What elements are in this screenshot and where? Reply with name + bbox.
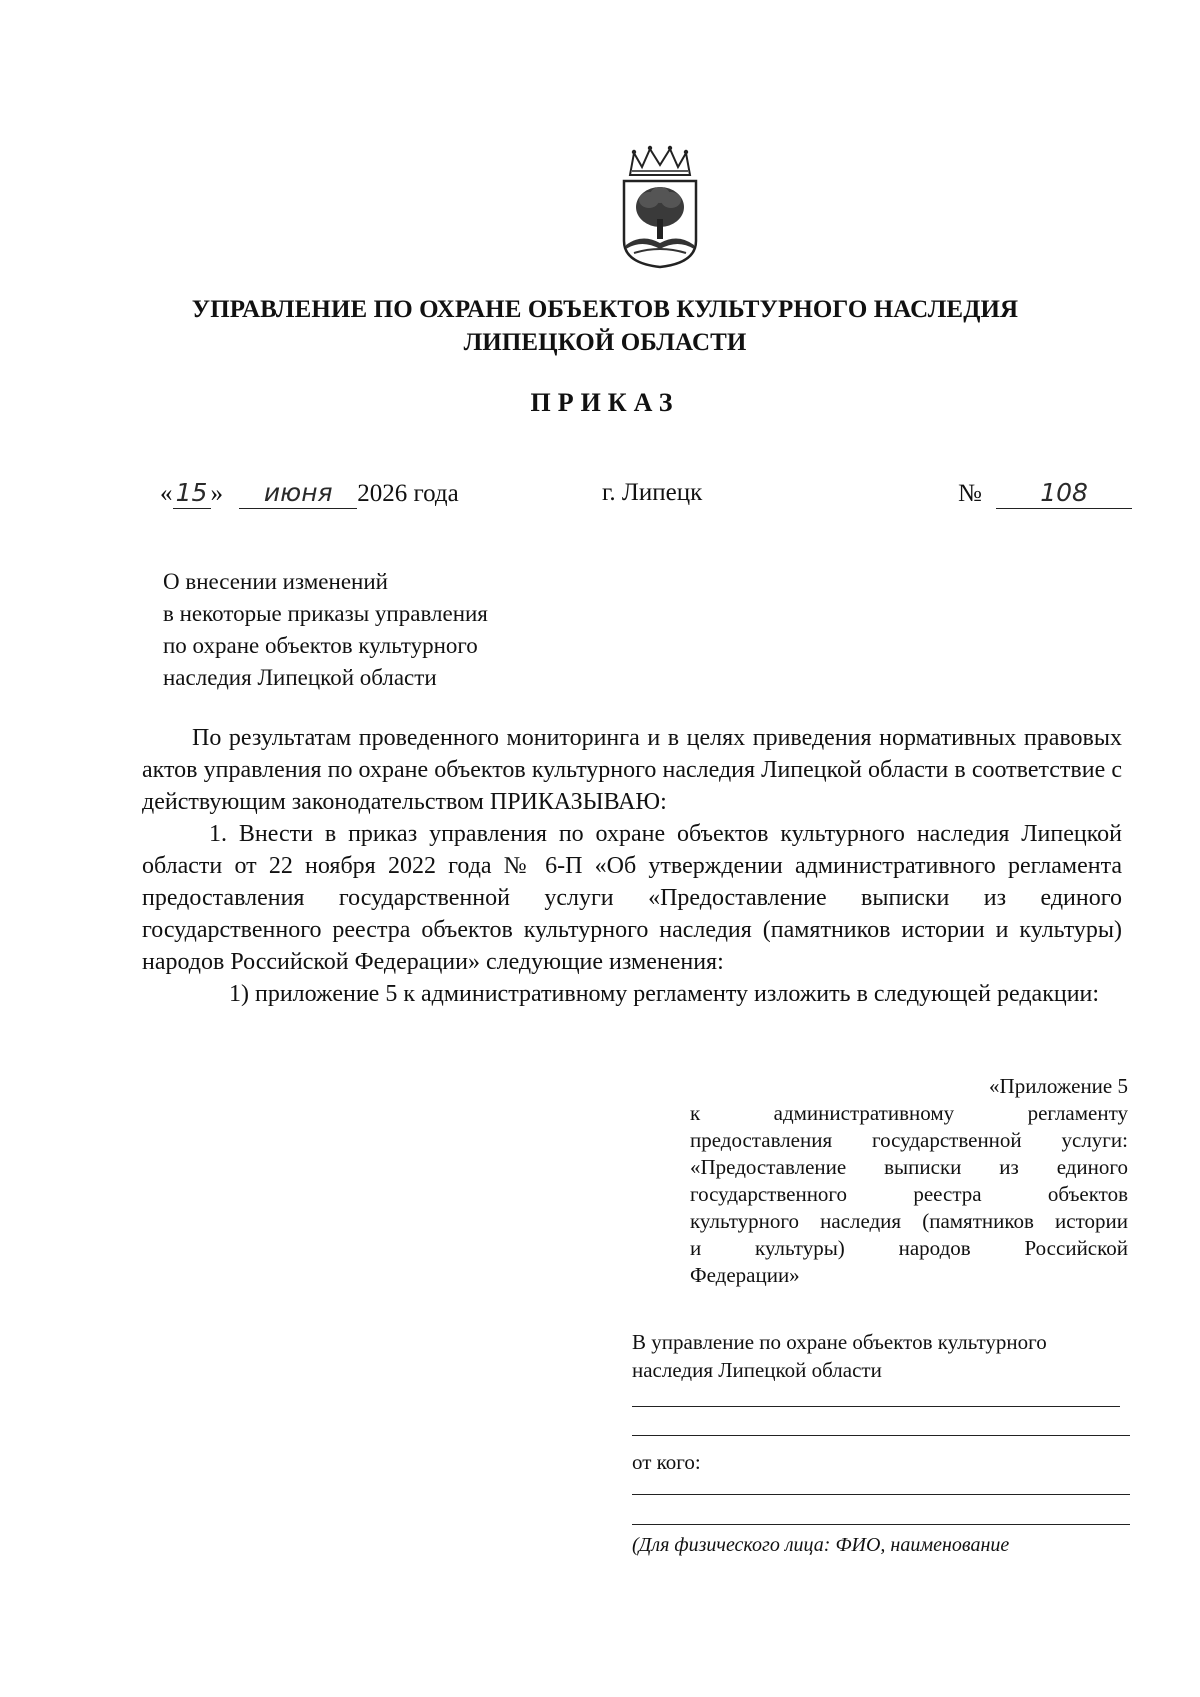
addressee-line: наследия Липецкой области (632, 1358, 882, 1382)
applicant-hint: (Для физического лица: ФИО, наименование (632, 1534, 1010, 1556)
application-form (632, 1328, 1130, 1474)
coat-of-arms-emblem (620, 145, 700, 270)
order-number: 108 (996, 478, 1132, 509)
addressee-line: В управление по охране объектов культурного (632, 1330, 1047, 1354)
annex-line: государственного реестра объектов (690, 1182, 1128, 1206)
annex-line: к административному регламенту (690, 1101, 1128, 1125)
city-name: г. Липецк (602, 479, 703, 506)
date-year: 2026 года (357, 480, 459, 507)
date-month: июня (239, 478, 357, 509)
annex-title: «Приложение 5 (989, 1074, 1128, 1098)
date-field (160, 478, 459, 509)
annex-line: «Предоставление выписки из единого (690, 1155, 1128, 1179)
preamble-paragraph: По результатам проведенного мониторинга и в целях приведения нормативных правовых актов управления по охране объектов культурного наследия Липецкой области в соответствие с действующим законодательством ПРИКАЗЫВАЮ: (142, 725, 1122, 815)
from-label: от кого: (632, 1450, 701, 1474)
number-sign: № (958, 480, 982, 507)
item-1-paragraph: 1. Внести в приказ управления по охране объектов культурного наследия Липецкой области от 22 ноября 2022 года № 6-П «Об утверждении административного регламента предоставления государственной услуги «Предоставление выписки из единого государственного реестра объектов культурного наследия (памятников истории и культуры) народов Российской Федерации» следующие изменения: (142, 821, 1122, 975)
annex-line: предоставления государственной услуги: (690, 1128, 1128, 1152)
subitem-1-paragraph: 1) приложение 5 к административному регламенту изложить в следующей редакции: (229, 981, 1100, 1007)
blank-line (632, 1524, 1130, 1525)
date-open-quote: « (160, 480, 173, 507)
subject-line: наследия Липецкой области (163, 665, 437, 690)
order-number-field (958, 478, 1132, 509)
order-body (142, 722, 1122, 1010)
blank-line (632, 1406, 1120, 1407)
subject-line: О внесении изменений (163, 569, 388, 594)
annex-line: и культуры) народов Российской (690, 1236, 1128, 1260)
annex-line: Федерации» (690, 1263, 800, 1287)
annex-reference (690, 1073, 1128, 1289)
blank-line (632, 1494, 1130, 1495)
subject-line: по охране объектов культурного (163, 633, 478, 658)
blank-line (632, 1435, 1130, 1436)
document-type-title: ПРИКАЗ (530, 388, 680, 417)
date-close-quote: » (210, 480, 223, 507)
subject-line: в некоторые приказы управления (163, 601, 488, 626)
organization-name (130, 293, 1080, 359)
date-day: 15 (173, 478, 211, 509)
annex-line: культурного наследия (памятников истории (690, 1209, 1128, 1233)
order-subject (163, 566, 488, 694)
organization-name-line1: УПРАВЛЕНИЕ ПО ОХРАНЕ ОБЪЕКТОВ КУЛЬТУРНОГО НАСЛЕДИЯ (191, 296, 1019, 323)
organization-name-line2: ЛИПЕЦКОЙ ОБЛАСТИ (463, 329, 747, 356)
